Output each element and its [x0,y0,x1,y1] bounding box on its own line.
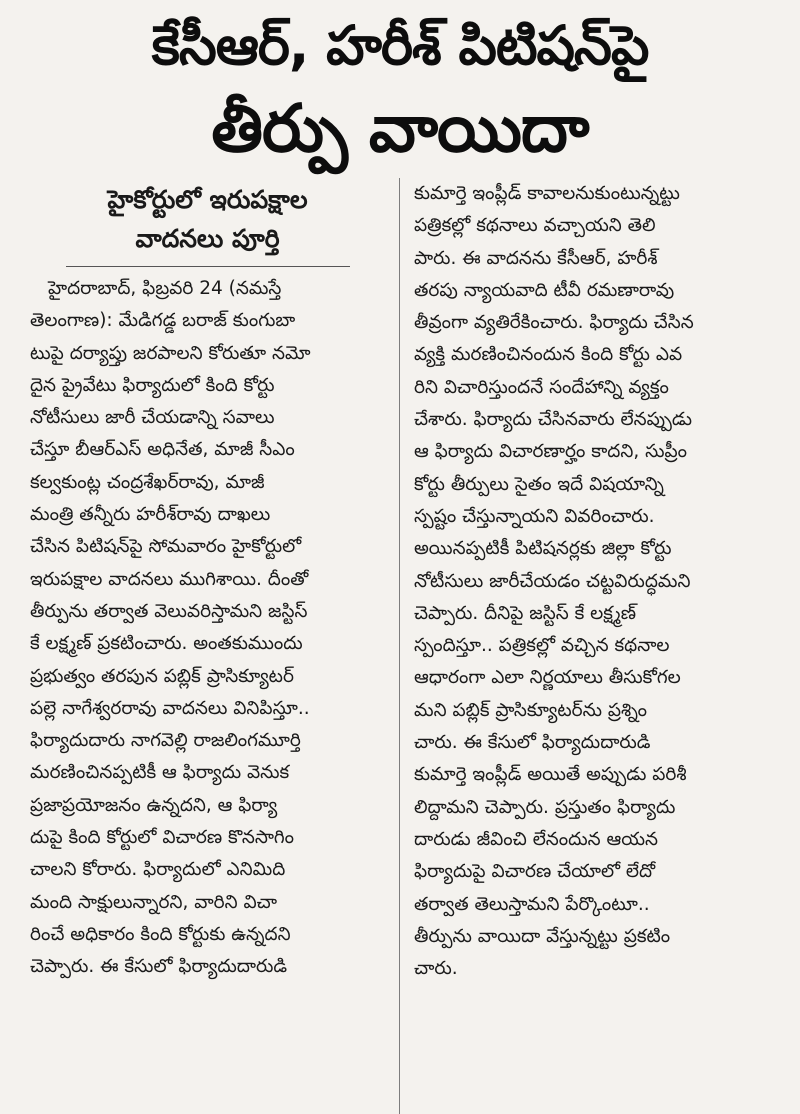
article-line: స్పష్టం చేస్తున్నాయని వివరించారు. [414,505,655,527]
subheadline-line-2: వాదనలు పూర్తి [135,224,280,253]
article-line: కల్వకుంట్ల చంద్రశేఖర్‌రావు, మాజీ [30,471,265,493]
article-line: కుమార్తె ఇంప్లీడ్ కావాలనుకుంటున్నట్టు [414,183,680,204]
article-line: హైదరాబాద్, ఫిబ్రవరి 24 (నమస్తే [48,278,282,299]
article-line: మరణించినప్పటికీ ఆ ఫిర్యాదు వెనుక [30,762,290,784]
article-line: పల్లె నాగేశ్వరరావు వాదనలు వినిపిస్తూ.. [30,697,310,719]
article-line: తీర్పును వాయిదా వేస్తున్నట్టు ప్రకటిం [414,925,671,947]
article-line: తర్వాత తెలుస్తామని పేర్కొంటూ.. [414,893,650,915]
article-line: చేస్తూ బీఆర్ఎస్ అధినేత, మాజీ సీఎం [30,439,295,461]
article-line: లిద్దామని చెప్పారు. ప్రస్తుతం ఫిర్యాదు [414,796,676,818]
article-line: అయినప్పటికీ పిటిషనర్లకు జిల్లా కోర్టు [414,538,672,560]
article-line: మని పబ్లిక్ ప్రాసిక్యూటర్‌ను ప్రశ్నిం [414,699,648,721]
subheadline-line-1: హైకోర్టులో ఇరుపక్షాల [107,185,308,214]
article-line: ఆ ఫిర్యాదు విచారణార్హం కాదని, సుప్రీం [414,441,688,463]
article-line: మంది సాక్షులున్నారని, వారిని విచా [30,891,278,913]
article-line: కే లక్ష్మణ్ ప్రకటించారు. అంతకుముందు [30,633,303,655]
article-line: పారు. ఈ వాదనను కేసీఆర్, హరీశ్ [414,247,658,269]
article-line: చాలని కోరారు. ఫిర్యాదులో ఎనిమిది [30,859,286,881]
article-line: టుపై దర్యాప్తు జరపాలని కోరుతూ నమో [30,342,311,364]
headline-line-1: కేసీఆర్, హరీశ్ పిటిషన్‌పై [151,14,649,77]
left-column [10,178,400,1114]
article-line: ప్రభుత్వం తరపున పబ్లిక్ ప్రాసిక్యూటర్ [30,665,294,687]
article-line: తీవ్రంగా వ్యతిరేకించారు. ఫిర్యాదు చేసిన [414,312,694,334]
article-line: చారు. ఈ కేసులో ఫిర్యాదుదారుడి [414,732,651,754]
article-columns [10,178,790,1114]
article-line: రిని విచారిస్తుందనే సందేహాన్ని వ్యక్తం [414,376,669,398]
article-line: ఫిర్యాదుదారు నాగవెల్లి రాజలింగమూర్తి [30,730,301,752]
article-line: రించే అధికారం కింది కోర్టుకు ఉన్నదని [30,923,291,945]
article-line: నోటీసులు జారీ చేయడాన్ని సవాలు [30,407,275,429]
right-column [400,178,790,1114]
subheadline [30,180,385,258]
article-line: దుపై కింది కోర్టులో విచారణ కొనసాగిం [30,827,295,849]
article-line: చారు. [414,958,458,980]
subheadline-rule [66,266,350,267]
article-line: చేశారు. ఫిర్యాదు చేసినవారు లేనప్పుడు [414,409,693,431]
article-line: ఆధారంగా ఎలా నిర్ణయాలు తీసుకోగల [414,667,681,689]
article-line: చెప్పారు. దీనిపై జస్టిస్ కే లక్ష్మణ్ [414,602,636,624]
headline-line-2: తీర్పు వాయిదా [211,90,589,167]
article-line: స్పందిస్తూ.. పత్రికల్లో వచ్చిన కథనాల [414,635,670,657]
article-line: తరపు న్యాయవాది టీవీ రమణారావు [414,279,675,301]
article-line: కోర్టు తీర్పులు సైతం ఇదే విషయాన్ని [414,473,664,495]
article-line: పత్రికల్లో కథనాలు వచ్చాయని తెలి [414,215,656,237]
article-line: ప్రజాప్రయోజనం ఉన్నదని, ఆ ఫిర్యా [30,794,278,816]
article-line: ఫిర్యాదుపై విచారణ చేయాలో లేదో [414,861,656,883]
left-column-body [30,273,385,984]
article-line: తీర్పును తర్వాత వెలువరిస్తామని జస్టిస్ [30,600,308,622]
article-line: కుమార్తె ఇంప్లీడ్ అయితే అప్పుడు పరిశీ [414,764,687,786]
article-line: తెలంగాణ): మేడిగడ్డ బరాజ్ కుంగుబా [30,310,296,332]
article-line: చేసిన పిటిషన్‌పై సోమవారం హైకోర్టులో [30,536,302,558]
article-line: వ్యక్తి మరణించినందున కింది కోర్టు ఎవ [414,344,683,366]
article-line: నోటీసులు జారీచేయడం చట్టవిరుద్ధమని [414,570,691,592]
headline [10,0,790,172]
article-line: ఇరుపక్షాల వాదనలు ముగిశాయి. దీంతో [30,568,309,590]
article-line: దారుడు జీవించి లేనందున ఆయన [414,828,659,850]
article-line: చెప్పారు. ఈ కేసులో ఫిర్యాదుదారుడి [30,956,288,978]
right-column-body [414,178,784,985]
article-line: మంత్రి తన్నీరు హరీశ్‌రావు దాఖలు [30,504,271,526]
article-line: దైన ప్రైవేటు ఫిర్యాదులో కింది కోర్టు [30,374,275,396]
